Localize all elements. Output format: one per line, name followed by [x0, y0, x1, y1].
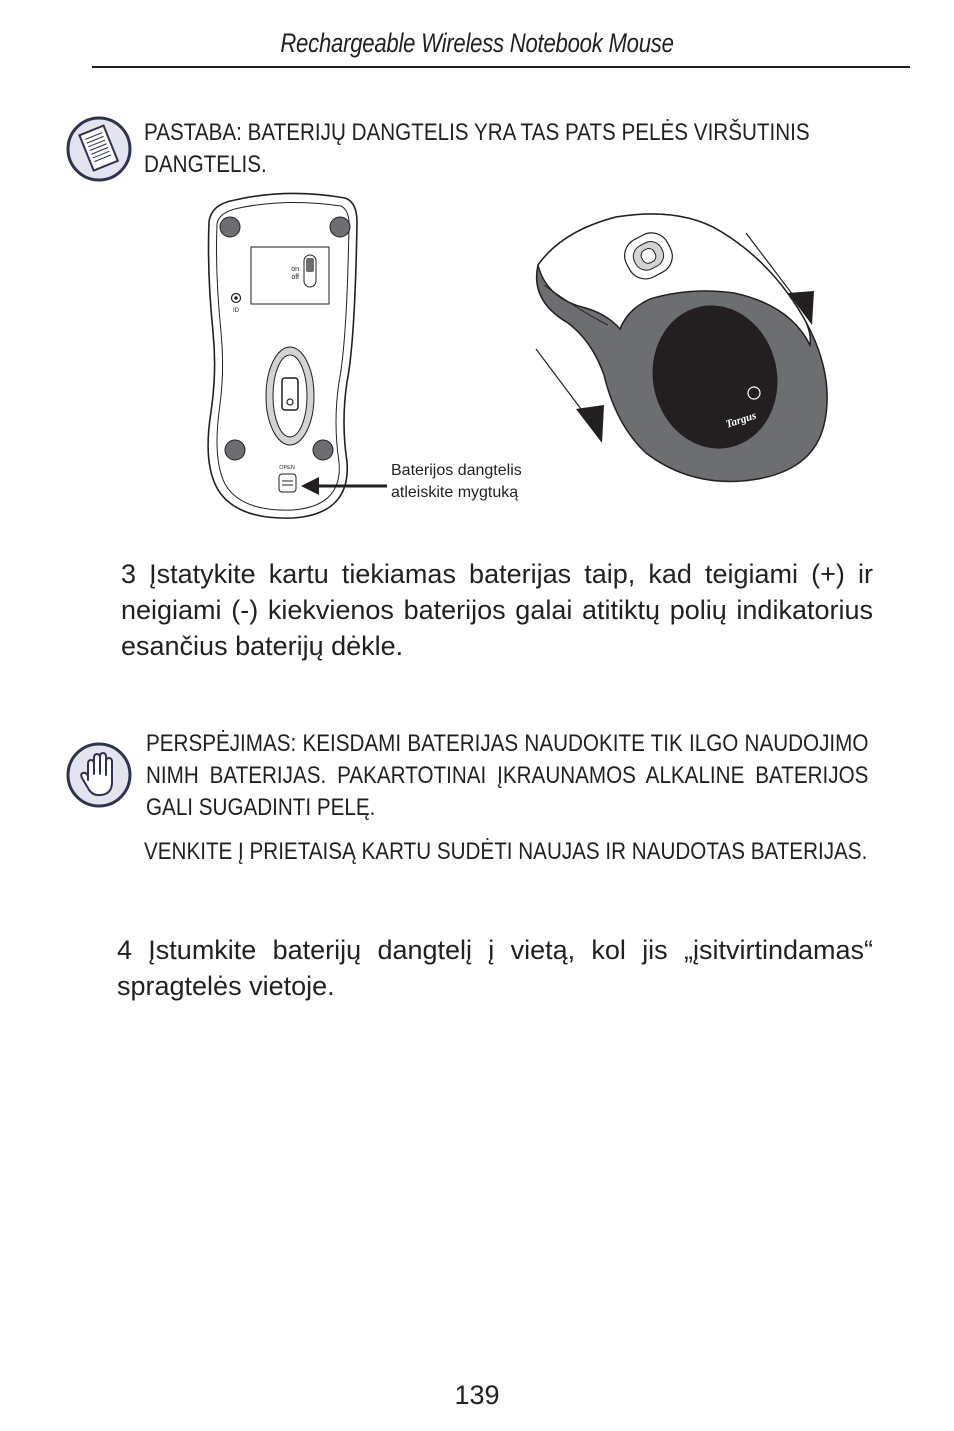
step-3-text: 3 Įstatykite kartu tiekiamas baterijas taip, kad teigiami (+) ir neigiami (-) kiekvienos baterijos galai atitiktų polių indikatorius esančius baterijų dėkle. — [121, 559, 873, 661]
switch-on-label: on — [291, 266, 299, 273]
warning-text-1: PERSPĖJIMAS: KEISDAMI BATERIJAS NAUDOKITE TIK ILGO NAUDOJIMO NIMH BATERIJAS. PAKARTOTINAI ĮKRAUNAMOS ALKALINE BATERIJOS GALI SUGADINTI PELĘ. — [146, 730, 869, 821]
id-button-label: ID — [233, 308, 239, 314]
mouse-top-illustration — [520, 205, 840, 495]
step-4-text: 4 Įstumkite baterijų dangtelį į vietą, kol jis „įsitvirtindamas“ spragtelės vietoje. — [117, 935, 873, 1001]
page-number: 139 — [454, 1380, 500, 1410]
page-header-title: Rechargeable Wireless Notebook Mouse — [280, 28, 674, 58]
header-divider — [92, 66, 910, 68]
open-label: OPEN — [279, 465, 295, 471]
note-text: PASTABA: BATERIJŲ DANGTELIS YRA TAS PATS PELĖS VIRŠUTINIS DANGTELIS. — [144, 119, 810, 178]
notepad-icon — [66, 116, 132, 182]
callout-line-1: Baterijos dangtelis — [391, 462, 522, 479]
warning-text-2: VENKITE Į PRIETAISĄ KARTU SUDĖTI NAUJAS IR NAUDOTAS BATERIJAS. — [144, 838, 868, 865]
battery-cover-callout — [391, 460, 522, 504]
switch-off-label: off — [291, 274, 299, 281]
hand-stop-icon — [66, 742, 132, 808]
brand-logo-text: Targus — [724, 409, 758, 431]
callout-line-2: atleiskite mygtuką — [391, 484, 519, 501]
